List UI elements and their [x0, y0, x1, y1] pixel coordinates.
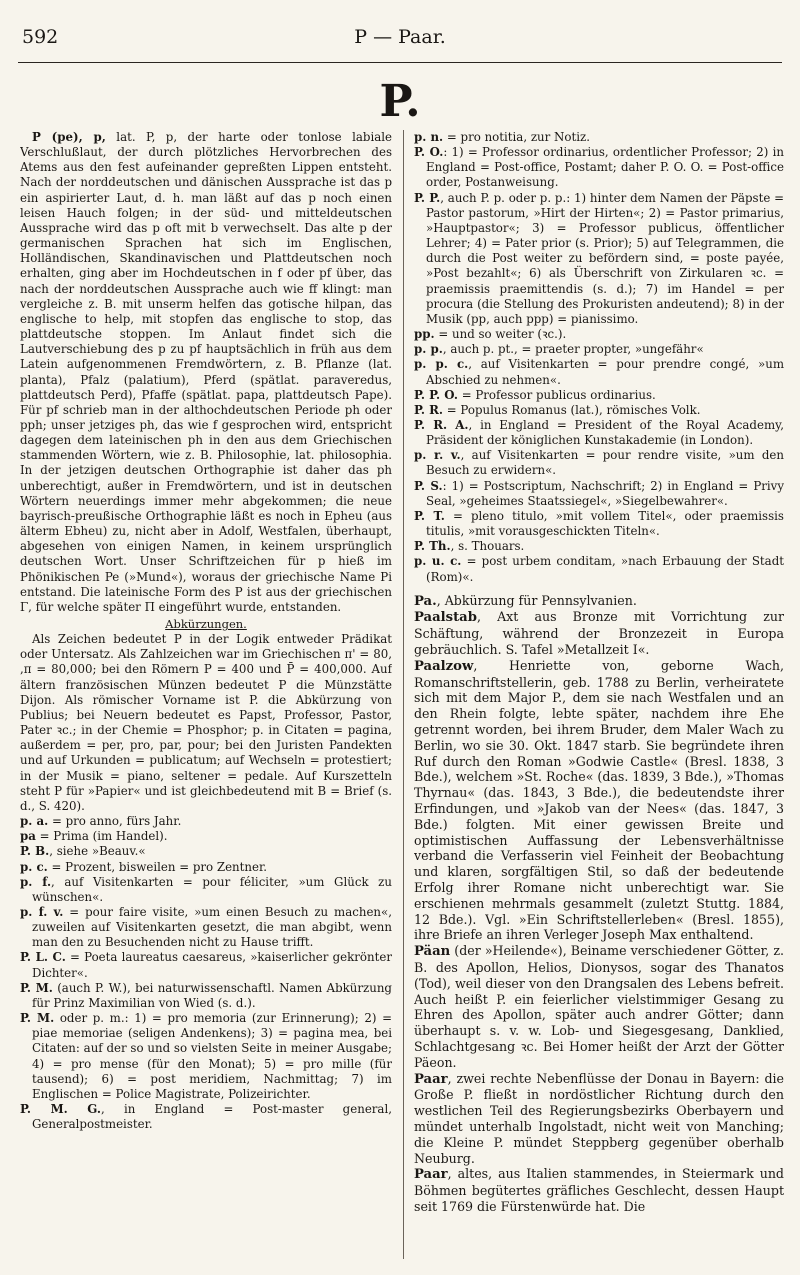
abbrev-item-text: (auch P. W.), bei naturwissenschaftl. Namen Abkürzung für Prinz Maximilian von Wied (s. d.). [32, 980, 392, 1010]
entry-list [414, 593, 784, 1215]
section-gap [414, 585, 784, 593]
abbrev-item-text: = und so weiter (ꝛc.). [434, 327, 567, 342]
abbrev-item-key: p. p. [414, 342, 443, 357]
abbrev-item-key: p. f. v. [20, 904, 64, 919]
abbrev-item [20, 814, 392, 829]
dictionary-entry [414, 593, 784, 610]
abbrev-item-key: P. B. [20, 844, 50, 859]
left-abbrev-list [20, 814, 392, 1132]
abbrev-item [414, 357, 784, 387]
abbrev-item [414, 479, 784, 509]
abbrev-item-key: p. p. c. [414, 357, 469, 372]
page-number: 592 [22, 26, 59, 48]
abbrev-item-text: , siehe »Beauv.« [49, 844, 146, 859]
intro-headword: P (pe), p, [32, 130, 106, 144]
abbrev-item-text: , auch P. p. oder p. p.: 1) hinter dem Namen der Päpste = Pastor pastorum, »Hirt der Hirten«; 2) = Pastor primarius, »Hauptpastor«; 3) = Professor publicus, öffentlicher Lehrer; 4) = Pater prior (s. Prior); 5) auf Telegrammen, die durch die Post weiter zu befördern sind, = poste payée, »Post bezahlt«; 6) als Überschrift von Zirkularen ꝛc. = praemissis praemittendis (s. d.); 7) im Handel = per procura (die Stellung des Prokuristen andeutend); 8) in der Musik (pp, auch ppp) = pianissimo. [426, 190, 784, 326]
abbrev-item-key: pa [20, 829, 36, 844]
dictionary-entry-text: (der »Heilende«), Beiname verschiedener Götter, z. B. des Apollon, Helios, Dionysos, sogar des Thanatos (Tod), weil dieser von den Drangsalen des Lebens befreit. Auch heißt P. ein feierlicher vielstimmiger Gesang zu Ehren des Apollon, später auch andrer Götter; dann überhaupt s. v. w. Lob- und Siegesgesang, Danklied, Schlachtgesang ꝛc. Bei Homer heißt der Arzt der Götter Päeon. [414, 943, 784, 1070]
right-column [414, 130, 784, 1259]
abbrev-item-text: , auf Visitenkarten = pour féliciter, »um Glück zu wünschen«. [32, 874, 392, 904]
abbrev-item [20, 875, 392, 905]
abbrev-item [414, 403, 784, 418]
dictionary-entry-text: , Abkürzung für Pennsylvanien. [436, 592, 637, 608]
abbrev-item-text: : 1) = Postscriptum, Nachschrift; 2) in England = Privy Seal, »geheimes Staatssiegel«, »Siegelbewahrer«. [426, 478, 784, 508]
abbrev-item [20, 981, 392, 1011]
abbrev-item [20, 829, 392, 844]
abbrev-item-key: pp. [414, 327, 435, 342]
abbrev-item-key: P. R. A. [414, 417, 469, 432]
abbrev-item [414, 191, 784, 327]
left-column [20, 130, 392, 1259]
abbrev-item-key: p. a. [20, 814, 49, 829]
abbrev-item-text: , s. Thouars. [450, 539, 525, 554]
abbrev-item-text: , in England = Post-master general, Generalpostmeister. [32, 1102, 392, 1132]
abbrev-item-text: , auf Visitenkarten = pour rendre visite, »um den Besuch zu erwidern«. [426, 448, 784, 478]
abbrev-item-text: oder p. m.: 1) = pro memoria (zur Erinnerung); 2) = piae memoriae (seligen Andenkens); 3) = pagina mea, bei Citaten: auf der so und so vielsten Seite in meiner Ausgabe; 4) = pro mense (für den Monat); 5) = pro mille (für tausend); 6) = post meridiem, Nachmittag; 7) im Englischen = Police Magistrate, Polizeirichter. [32, 1011, 392, 1101]
abbrev-item-text: = Prozent, bisweilen = pro Zentner. [47, 859, 268, 874]
abbrev-item-key: P. R. [414, 402, 444, 417]
abbrev-item [414, 342, 784, 357]
dictionary-entry [414, 658, 784, 943]
running-title: P — Paar. [354, 26, 446, 48]
abbrev-item-key: P. O. [414, 145, 444, 160]
abbrev-item [414, 418, 784, 448]
intro-text: lat. P, p, der harte oder tonlose labiale Verschlußlaut, der durch plötzliches Hervorbrechen des Atems aus den fest aufeinander gepreßten Lippen entsteht. Nach der norddeutschen und dänischen Aussprache ist das p ein aspirierter Laut, d. h. man läßt auf das p noch einen leisen Hauch folgen; in der süd- und mitteldeutschen Aussprache wird das p oft mit b verwechselt. Das alte p der germanischen Sprachen hat sich im Englischen, Holländischen, Skandinavischen und Plattdeutschen noch erhalten, ging aber im Hochdeutschen in f oder pf über, das nach der norddeutschen Aussprache auch wie ff klingt: man vergleiche z. B. mit unserm helfen das gotische hilpan, das englische to help, mit stopfen das englische to stop, das plattdeutsche stoppen. Im Anlaut findet sich die Lautverschiebung des p zu pf hauptsächlich in früh aus dem Latein aufgenommenen Fremdwörtern, z. B. Pflanze (lat. planta), Pfalz (palatium), Pferd (spätlat. paraveredus, plattdeutsch Perd), Pfaffe (spätlat. papa, plattdeutsch Pape). Für pf schrieb man in der althochdeutschen Periode ph oder pph; unser jetziges ph, das wie f gesprochen wird, entspricht dagegen dem lateinischen ph in den aus dem Griechischen stammenden Wörtern, wie z. B. Philosophie, lat. philosophia. In der jetzigen deutschen Orthographie ist daher das ph unberechtigt, außer in Fremdwörtern, und ist in deutschen Wörtern neuerdings immer mehr abgekommen; die neue bayrisch-preußische Orthographie läßt es noch in Epheu (aus älterm Ebheu) zu, nicht aber in Adolf, Westfalen, überhaupt, abgesehen von einigen Namen, in keinem ursprünglich deutschen Wort. Unser Schriftzeichen für p hieß im Phönikischen Pe (»Mund«), woraus der griechische Name Pi entstand. Die lateinische Form des P ist aus der griechischen Γ, für welche später Π eingeführt wurde, entstanden. [20, 130, 392, 614]
abbrev-item [414, 448, 784, 478]
abbrev-item [414, 145, 784, 190]
dictionary-entry-key: Paalstab [414, 610, 477, 626]
abbrev-item [414, 327, 784, 342]
abbrev-item [20, 1102, 392, 1132]
abbrev-item [414, 539, 784, 554]
abbrev-item-text: = pleno titulo, »mit vollem Titel«, oder praemissis titulis, »mit vorausgeschickten Titeln«. [426, 508, 784, 539]
abbrev-item [414, 509, 784, 539]
abbrev-item-key: P. P. [414, 190, 441, 205]
abbrev-item-text: = Poeta laureatus caesareus, »kaiserlicher gekrönter Dichter«. [32, 950, 392, 980]
abbrev-item-text: : 1) = Professor ordinarius, ordentlicher Professor; 2) in England = Post-office, Postamt; daher P. O. O. = Post-office order, Postanweisung. [426, 145, 784, 190]
dictionary-entry-text: , Axt aus Bronze mit Vorrichtung zur Schäftung, während der Bronzezeit in Europa gebräuchlich. S. Tafel »Metallzeit I«. [414, 609, 784, 658]
dictionary-entry-text: , altes, aus Italien stammendes, in Steiermark und Böhmen begütertes gräfliches Geschlecht, dessen Haupt seit 1769 die Fürstenwürde hat. Die [414, 1166, 784, 1214]
abbrev-item-key: P. M. [20, 980, 53, 995]
dictionary-entry-text: , zwei rechte Nebenflüsse der Donau in Bayern: die Große P. fließt in nordöstlicher Richtung durch den westlichen Teil des Regierungsbezirks Oberbayern und mündet unterhalb Ingolstadt, nicht weit von Manching; die Kleine P. mündet Steppberg gegenüber oberhalb Neuburg. [414, 1070, 784, 1166]
abbrev-item [20, 860, 392, 875]
dictionary-entry [414, 1166, 784, 1214]
abbrev-item-text: , auch p. pt., = praeter propter, »ungefähr« [442, 342, 704, 357]
dictionary-entry-key: Paalzow [414, 658, 474, 674]
dictionary-entry [414, 609, 784, 657]
abbrev-item-text: = pro anno, fürs Jahr. [48, 814, 182, 829]
abbrev-item-key: P. M. [20, 1011, 55, 1026]
abbrev-item-key: p. u. c. [414, 554, 462, 569]
abbrev-item-text: = pro notitia, zur Notiz. [443, 130, 590, 144]
intro-paragraph [20, 130, 392, 615]
column-divider [403, 130, 404, 1259]
dictionary-entry-key: Päan [414, 944, 451, 960]
dictionary-entry-text: , Henriette von, geborne Wach, Romanschriftstellerin, geb. 1788 zu Berlin, verheiratete sich mit dem Major P., dem sie nach Westfalen und an den Rhein folgte, lebte später, nachdem ihre Ehe getrennt worden, bei ihrem Bruder, dem Maler Wach zu Berlin, wo sie 30. Okt. 1847 starb. Sie begründete ihren Ruf durch den Roman »Godwie Castle« (Bresl. 1838, 3 Bde.), welchem »St. Roche« (das. 1839, 3 Bde.), »Thomas Thyrnau« (das. 1843, 3 Bde.), die bedeutendste ihrer Erfindungen, und »Jakob van der Nees« (das. 1847, 3 Bde.) folgten. Mit einer gewissen Breite und optimistischen Auffassung der Lebensverhältnisse verband die Verfasserin viel Feinheit der Beobachtung und klaren, sorgfältigen Stil, so daß der bedeutende Erfolg ihrer Romane nicht unberechtigt war. Sie erschienen mehrmals gesammelt (zuletzt Stuttg. 1884, 12 Bde.). Vgl. »Ein Schriftstellerleben« (Bresl. 1855), ihre Briefe an ihren Verleger Joseph Max enthaltend. [414, 657, 784, 943]
abbrev-item [414, 388, 784, 403]
section-letter: P. [379, 76, 421, 127]
dictionary-entry-key: Pa. [414, 593, 437, 609]
abbrev-item-text: = Populus Romanus (lat.), römisches Volk. [443, 402, 701, 417]
abbrev-item [414, 130, 784, 145]
abbrev-item-text: = pour faire visite, »um einen Besuch zu machen«, zuweilen auf Visitenkarten gesetzt, die man abgibt, wenn man den zu Besuchenden nicht zu Hause trifft. [32, 904, 392, 950]
abbrev-item [20, 844, 392, 859]
right-abbrev-list [414, 130, 784, 585]
abbrev-intro: Als Zeichen bedeutet P in der Logik entweder Prädikat oder Untersatz. Als Zahlzeichen war im Griechischen π' = 80, ,π = 80,000; bei den Römern P = 400 und P̄ = 400,000. Auf ältern französischen Münzen bedeutet P die Münzstätte Dijon. Als römischer Vorname ist P. die Abkürzung von Publius; bei Neuern bedeutet es Papst, Professor, Pastor, Pater ꝛc.; in der Chemie = Phosphor; p. in Citaten = pagina, außerdem = per, pro, par, pour; bei den Juristen Pandekten und auf Urkunden = publicatum; auf Wechseln = protestiert; in der Musik = piano, seltener = pedale. Auf Kurszetteln steht P für »Papier« und ist gleichbedeutend mit B = Brief (s. d., S. 420). [20, 632, 392, 813]
abbrev-item-key: P. S. [414, 478, 443, 493]
abbrev-item-key: P. T. [414, 508, 445, 523]
dictionary-entry-key: Paar [414, 1167, 448, 1183]
abbrev-item [414, 554, 784, 584]
abbrev-item [20, 950, 392, 980]
running-header [22, 26, 778, 60]
dictionary-entry [414, 1071, 784, 1167]
abbrev-item-key: P. M. G. [20, 1102, 102, 1116]
abbrev-item-text: , in England = President of the Royal Academy, Präsident der königlichen Kunstakademie (in London). [426, 417, 784, 448]
abbrev-item-key: P. P. O. [414, 387, 458, 402]
abbrev-item [20, 1011, 392, 1102]
dictionary-entry-key: Paar [414, 1071, 448, 1087]
abbrev-item [20, 905, 392, 950]
abbrev-item-key: P. Th. [414, 539, 451, 554]
abbrev-item-key: p. r. v. [414, 448, 461, 463]
abbrev-item-key: p. n. [414, 130, 444, 144]
abbrev-item-key: P. L. C. [20, 950, 66, 965]
abbrev-item-text: = Prima (im Handel). [35, 829, 168, 844]
abbrev-item-text: = Professor publicus ordinarius. [457, 387, 656, 402]
abbrev-heading: Abkürzungen. [165, 617, 247, 631]
abbrev-item-key: p. c. [20, 859, 48, 874]
dictionary-entry [414, 943, 784, 1070]
abbrev-item-text: = post urbem conditam, »nach Erbauung der Stadt (Rom)«. [426, 554, 784, 584]
header-rule [18, 62, 782, 63]
abbrev-item-text: , auf Visitenkarten = pour prendre congé, »um Abschied zu nehmen«. [426, 357, 784, 387]
abbrev-item-key: p. f. [20, 874, 52, 889]
